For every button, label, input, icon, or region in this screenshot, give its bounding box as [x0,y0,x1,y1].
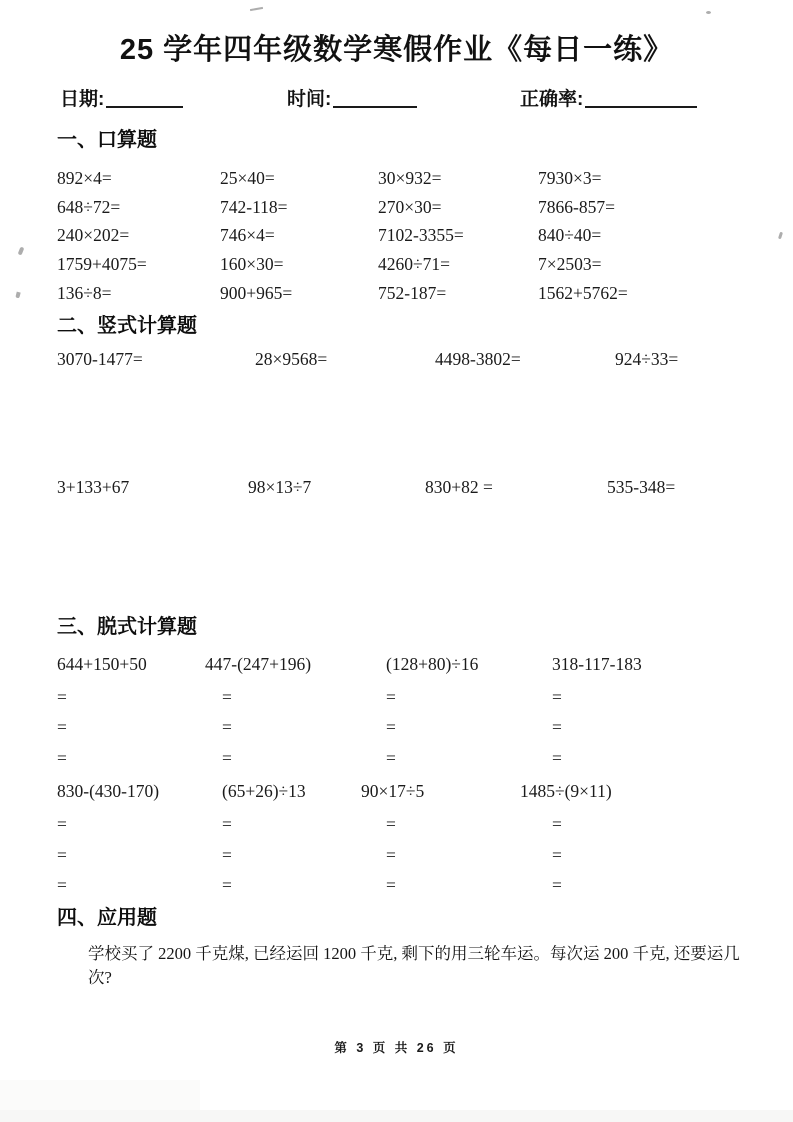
time-blank-line [333,90,417,108]
oral-problem: 746×4= [220,225,275,246]
vertical-problems-row-2 [57,476,793,498]
accuracy-field [520,84,697,111]
stepwise-problem: 830-(430-170) [57,781,160,802]
equals-blank: = [222,844,232,865]
equals-blank: = [552,747,562,768]
oral-problem: 1759+4075= [57,254,147,275]
oral-problem: 7102-3355= [378,225,464,246]
oral-problem: 752-187= [378,282,447,303]
vertical-problem: 830+82 = [425,476,493,497]
scan-artifact [15,292,20,299]
stepwise-group-2 [57,780,793,906]
oral-problem: 892×4= [57,168,112,188]
vertical-problem: 28×9568= [255,348,328,369]
scan-artifact [706,11,711,14]
page-title: 25 学年四年级数学寒假作业《每日一练》 [119,34,674,66]
equals-blank: = [222,814,232,835]
equals-blank: = [222,875,232,896]
vertical-problem: 535-348= [607,476,676,497]
equals-blank: = [386,875,396,896]
equals-blank: = [222,717,232,738]
stepwise-problem: 90×17÷5 [361,781,425,802]
equals-blank: = [386,844,396,865]
equals-blank: = [57,844,67,865]
date-label: 日期: [60,89,105,110]
oral-problem: 7866-857= [538,196,615,217]
section-3-heading: 三、脱式计算题 [57,615,197,638]
oral-problem: 25×40= [220,168,275,188]
oral-problem: 648÷72= [57,196,121,217]
stepwise-problem: 447-(247+196) [205,653,312,674]
date-blank-line [106,90,183,108]
oral-problem: 900+965= [220,282,293,303]
section-1-heading: 一、口算题 [57,129,157,151]
equals-blank: = [222,686,232,707]
section-4-heading: 四、应用题 [57,906,157,929]
equals-blank: = [57,814,67,835]
equals-blank: = [386,717,396,738]
equals-blank: = [57,686,67,707]
equals-blank: = [552,686,562,707]
oral-problem: 7930×3= [538,168,602,188]
equals-blank: = [552,717,562,738]
stepwise-problem: 318-117-183 [552,653,642,674]
header-fields [0,84,793,114]
oral-problem: 840÷40= [538,225,602,246]
oral-problem: 240×202= [57,225,130,246]
stepwise-group-1 [57,653,793,779]
time-label: 时间: [287,89,332,110]
accuracy-blank-line [585,90,697,108]
section-2-heading: 二、竖式计算题 [57,314,197,337]
oral-problem: 30×932= [378,168,442,188]
oral-problem: 136÷8= [57,282,112,303]
oral-problem: 270×30= [378,196,442,217]
equals-blank: = [386,747,396,768]
equals-blank: = [552,814,562,835]
oral-problem: 160×30= [220,254,284,275]
stepwise-problem: 1485÷(9×11) [520,781,612,802]
scan-shading [0,1080,200,1110]
vertical-problem: 3+133+67 [57,476,130,497]
vertical-problem: 4498-3802= [435,348,521,369]
oral-problem: 4260÷71= [378,254,450,275]
oral-problem: 7×2503= [538,254,602,275]
stepwise-problem: 644+150+50 [57,653,147,674]
time-field [287,84,417,111]
scan-artifact [18,247,25,256]
scan-shading [0,1110,793,1122]
equals-blank: = [222,747,232,768]
vertical-problem: 924÷33= [615,348,679,369]
stepwise-problem: (128+80)÷16 [386,653,479,674]
equals-blank: = [552,844,562,865]
oral-problem: 742-118= [220,196,288,217]
stepwise-problem: (65+26)÷13 [222,781,306,802]
word-problem-text: 学校买了 2200 千克煤, 已经运回 1200 千克, 剩下的用三轮车运。每次运 200 千克, 还要运几次? [88,943,740,987]
equals-blank: = [386,814,396,835]
equals-blank: = [57,747,67,768]
equals-blank: = [552,875,562,896]
accuracy-label: 正确率: [520,89,584,110]
equals-blank: = [57,875,67,896]
page-number-footer: 第 3 页 共 26 页 [334,1041,459,1055]
oral-problems-grid [57,164,793,308]
vertical-problem: 3070-1477= [57,348,143,369]
equals-blank: = [57,717,67,738]
equals-blank: = [386,686,396,707]
date-field [60,84,183,111]
vertical-problem: 98×13÷7 [248,476,312,497]
oral-problem: 1562+5762= [538,282,628,303]
vertical-problems-row-1 [57,348,793,370]
